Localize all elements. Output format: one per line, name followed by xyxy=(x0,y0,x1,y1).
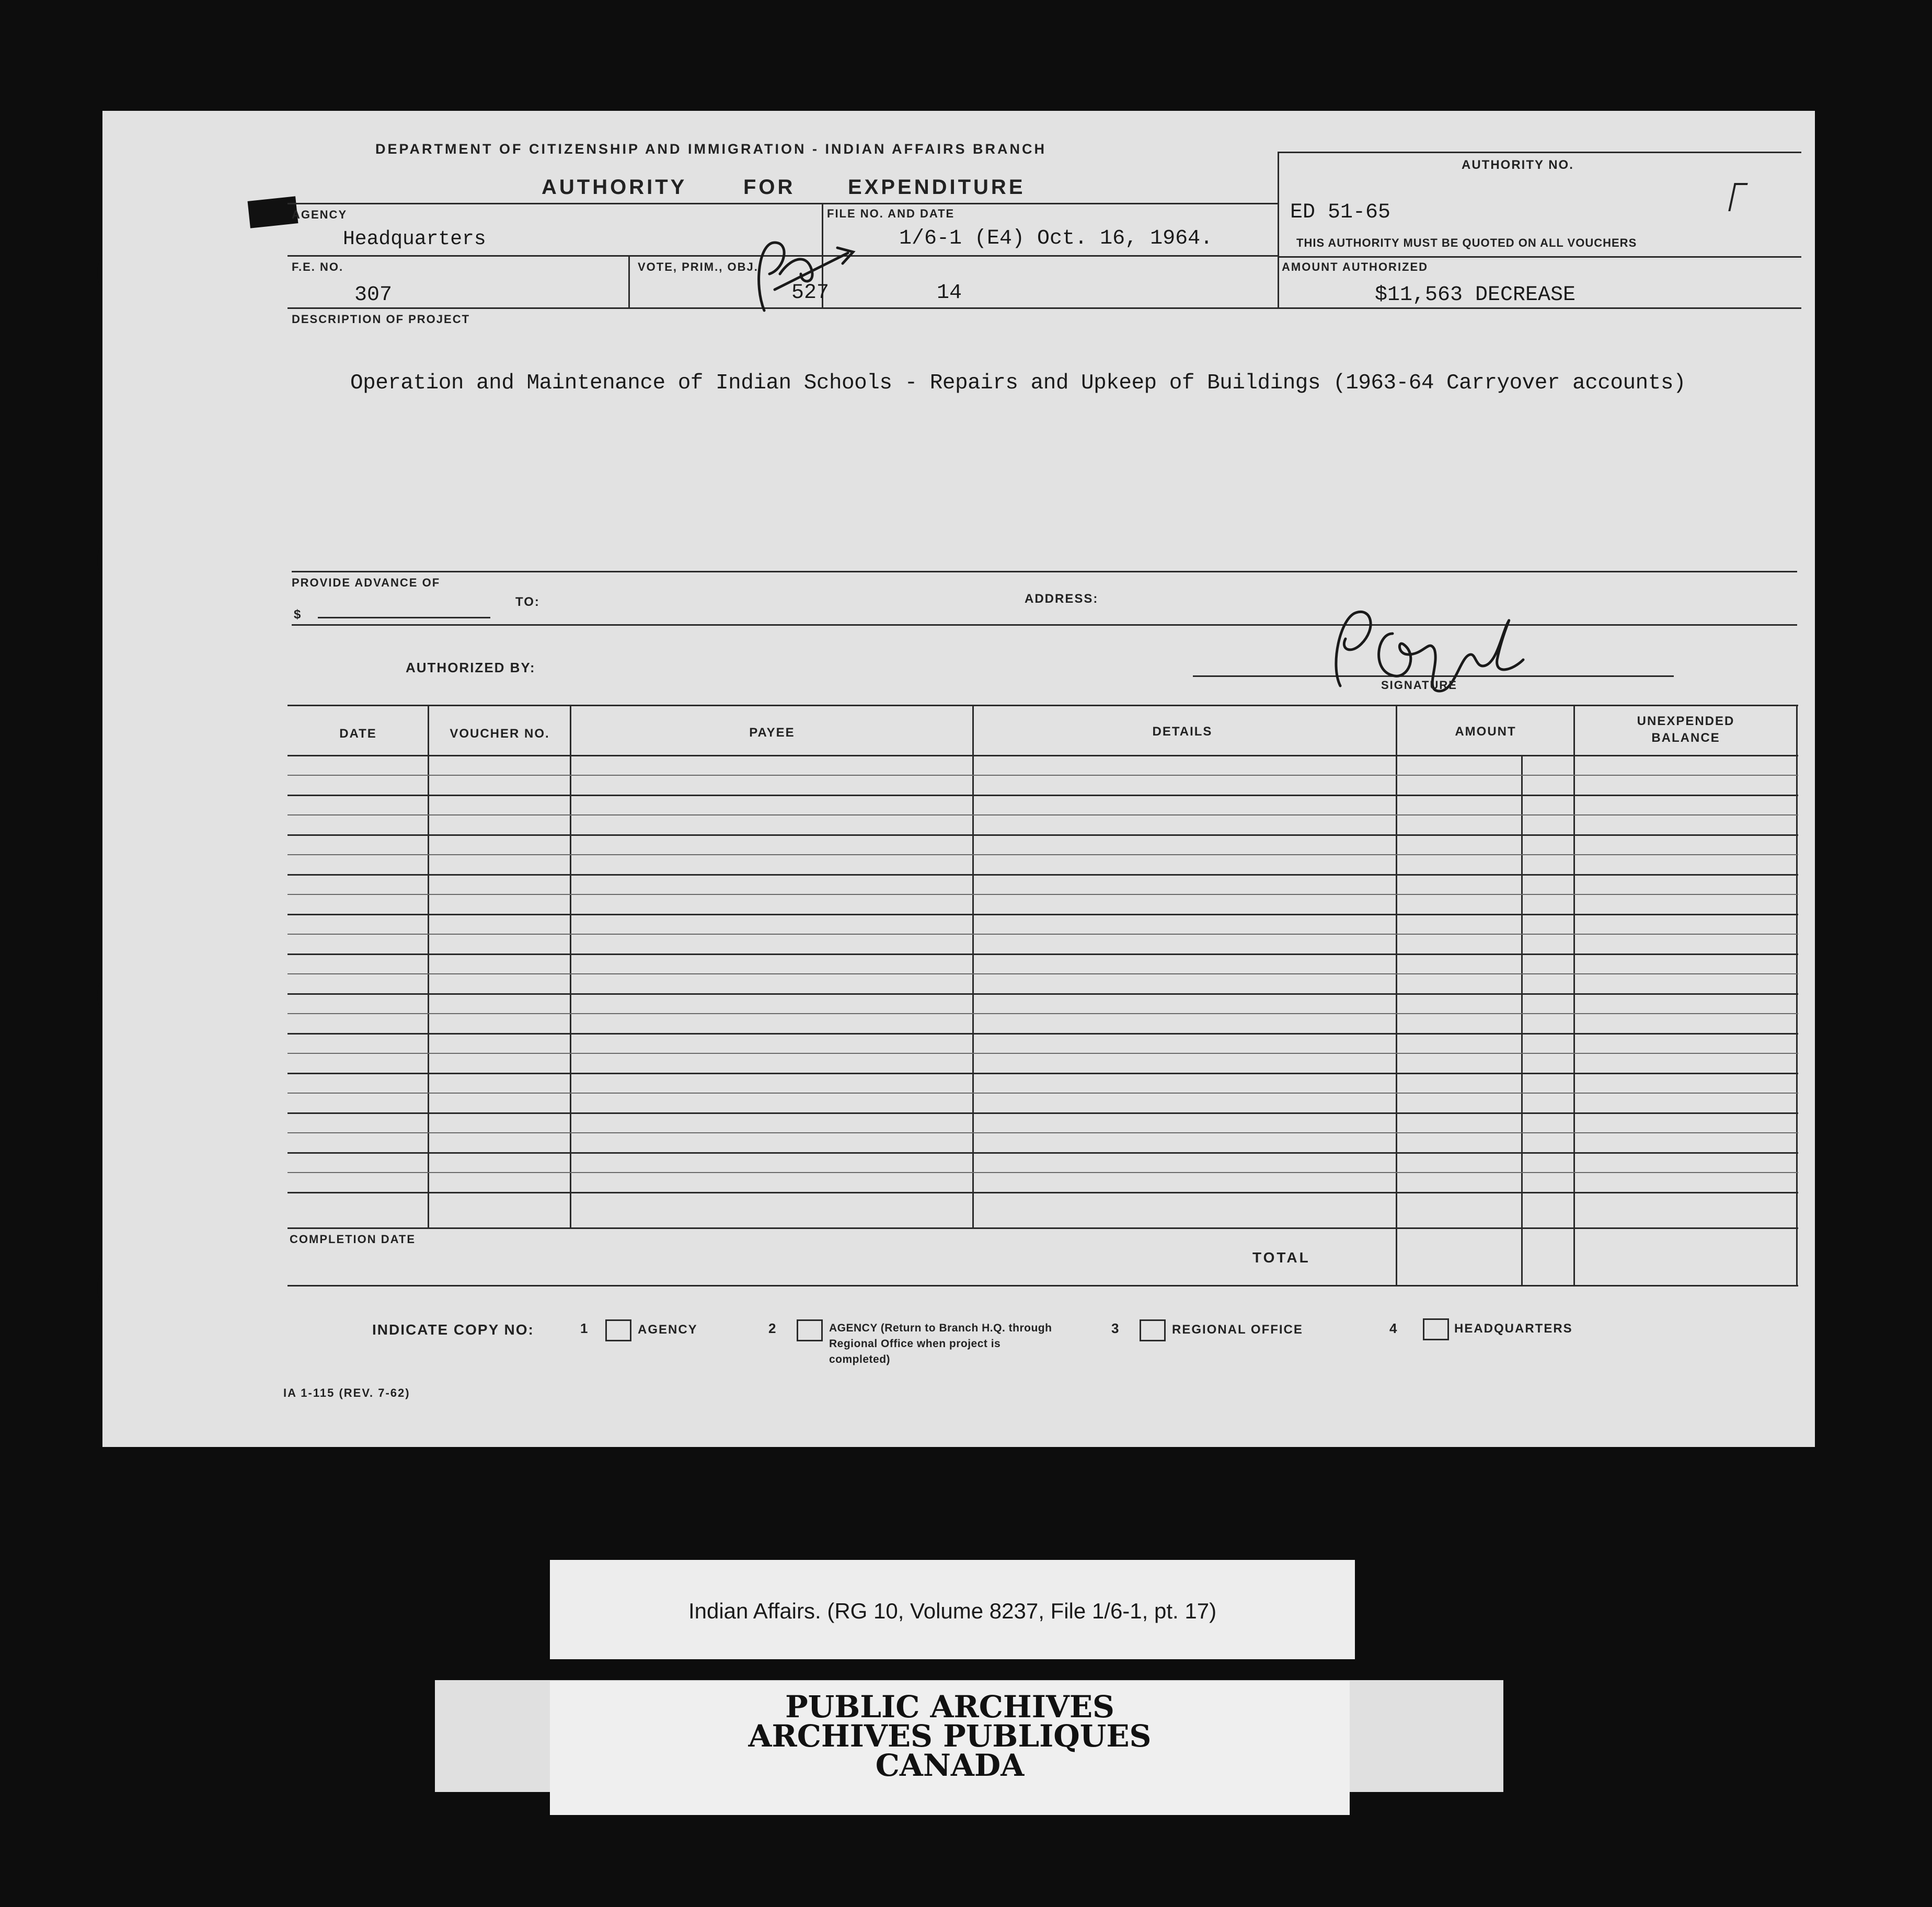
copy-4-checkbox[interactable] xyxy=(1423,1318,1449,1340)
description-label: DESCRIPTION OF PROJECT xyxy=(292,313,470,326)
copy-3-checkbox[interactable] xyxy=(1140,1319,1166,1341)
initials-scribble xyxy=(743,227,864,321)
col-unexpended-label: UNEXPENDED BALANCE xyxy=(1637,714,1735,745)
archive-line-3: CANADA xyxy=(875,1748,1025,1783)
copy-1-checkbox[interactable] xyxy=(605,1319,631,1341)
vote-value-2: 14 xyxy=(937,281,962,305)
fe-value: 307 xyxy=(354,283,393,307)
to-label: TO: xyxy=(515,595,540,609)
authorized-by-label: AUTHORIZED BY: xyxy=(406,660,536,675)
col-payee: PAYEE xyxy=(749,726,795,740)
form-sheet xyxy=(102,111,1815,1447)
col-date: DATE xyxy=(339,727,377,741)
copy-3-label: REGIONAL OFFICE xyxy=(1172,1323,1303,1337)
fe-label: F.E. NO. xyxy=(292,260,344,273)
vote-value-1: 527 xyxy=(791,281,830,305)
copy-2-checkbox[interactable] xyxy=(797,1319,823,1341)
archive-line-2: ARCHIVES PUBLIQUES xyxy=(748,1718,1152,1754)
title-for: FOR xyxy=(743,176,796,199)
file-value: 1/6-1 (E4) Oct. 16, 1964. xyxy=(899,227,1213,250)
address-label: ADDRESS: xyxy=(1025,592,1099,606)
signature-label: SIGNATURE xyxy=(1381,679,1457,692)
copy-4-num: 4 xyxy=(1389,1320,1398,1336)
authority-no-label: AUTHORITY NO. xyxy=(1462,158,1574,172)
col-amount: AMOUNT xyxy=(1455,725,1516,739)
amount-authorized-value: $11,563 DECREASE xyxy=(1375,283,1576,307)
copy-1-num: 1 xyxy=(580,1320,589,1336)
archive-stamp xyxy=(550,1681,1350,1815)
agency-value: Headquarters xyxy=(343,228,486,250)
caption-strip xyxy=(550,1560,1355,1659)
file-label: FILE NO. AND DATE xyxy=(827,207,955,220)
indicate-copy-label: INDICATE COPY NO: xyxy=(372,1322,534,1338)
description-value: Operation and Maintenance of Indian Schools - Repairs and Upkeep of Buildings (1963-64 Carryover accounts) xyxy=(350,371,1686,395)
ink-blot xyxy=(248,196,298,228)
check-mark xyxy=(1728,183,1747,211)
copy-3-num: 3 xyxy=(1111,1320,1120,1336)
caption-text: Indian Affairs. (RG 10, Volume 8237, File 1/6-1, pt. 17) xyxy=(688,1599,1217,1623)
copy-2-num: 2 xyxy=(768,1320,777,1336)
amount-authorized-label: AMOUNT AUTHORIZED xyxy=(1282,260,1429,273)
advance-label: PROVIDE ADVANCE OF xyxy=(292,576,441,589)
archive-line-1: PUBLIC ARCHIVES xyxy=(785,1689,1114,1725)
col-details: DETAILS xyxy=(1152,725,1213,739)
copy-1-label: AGENCY xyxy=(638,1323,698,1337)
copy-2-label: AGENCY (Return to Branch H.Q. through Regional Office when project is completed) xyxy=(829,1322,1052,1365)
completion-date-label: COMPLETION DATE xyxy=(290,1233,416,1246)
agency-label: AGENCY xyxy=(292,208,348,221)
copy-4-label: HEADQUARTERS xyxy=(1454,1322,1573,1336)
col-voucher: VOUCHER NO. xyxy=(450,727,550,741)
authority-no-value: ED 51-65 xyxy=(1290,201,1391,224)
department-heading: DEPARTMENT OF CITIZENSHIP AND IMMIGRATION - INDIAN AFFAIRS BRANCH xyxy=(375,141,1046,157)
dollar-sign: $ xyxy=(294,607,302,622)
form-code: IA 1-115 (REV. 7-62) xyxy=(283,1386,410,1399)
title-expenditure: EXPENDITURE xyxy=(848,176,1026,199)
vote-label: VOTE, PRIM., OBJ. xyxy=(638,260,758,273)
authority-note: THIS AUTHORITY MUST BE QUOTED ON ALL VOUCHERS xyxy=(1296,236,1637,249)
total-label: TOTAL xyxy=(1252,1249,1310,1266)
col-unexpended xyxy=(1574,713,1797,746)
title-authority: AUTHORITY xyxy=(542,176,687,199)
